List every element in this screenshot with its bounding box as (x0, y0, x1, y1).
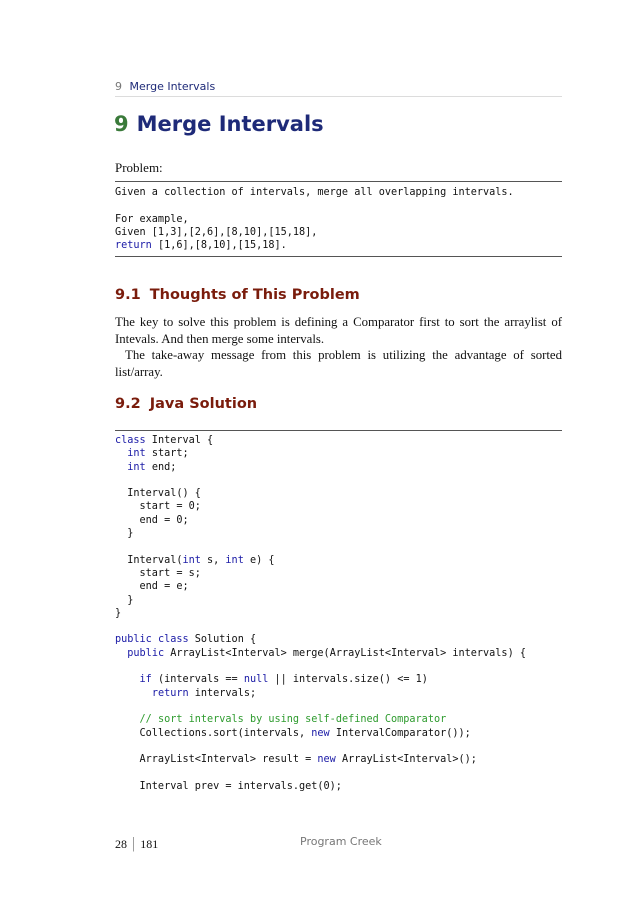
code-text: Given a collection of intervals, merge all overlapping intervals. (115, 187, 514, 198)
code-line (115, 581, 189, 592)
java-solution-code-block (115, 434, 562, 793)
code-text: (intervals == (151, 674, 244, 686)
code-text: end = e; (115, 581, 189, 593)
code-line (115, 781, 342, 792)
code-text: Interval( (115, 554, 183, 566)
code-text: s, (200, 554, 226, 566)
code-keyword: class (115, 435, 146, 446)
section-heading-java-solution (115, 396, 257, 412)
code-text: intervals; (188, 687, 257, 699)
code-keyword: null (243, 674, 269, 686)
section-title: Java Solution (149, 396, 258, 412)
code-line (115, 501, 201, 512)
code-keyword: public (115, 634, 152, 646)
code-text: e) { (243, 554, 275, 566)
section-heading-thoughts (115, 287, 360, 303)
java-solution-code (115, 434, 562, 793)
code-text: Given [1,3],[2,6],[8,10],[15,18], (115, 226, 318, 238)
paragraph-thoughts-1: The key to solve this problem is defining a Comparator first to sort the arraylist of Intevals. And then merge some intervals. (115, 315, 562, 346)
problem-statement-box (115, 181, 562, 257)
code-text: ArrayList<Interval>(); (335, 754, 477, 766)
section-number: 9.2 (115, 396, 141, 412)
code-text: end; (145, 461, 177, 473)
chapter-title-text: Merge Intervals (136, 112, 324, 136)
code-text: } (115, 607, 122, 619)
code-text: } (115, 528, 134, 540)
code-keyword: if (139, 674, 152, 686)
code-keyword: public (127, 647, 165, 659)
code-line (115, 595, 133, 606)
code-text: ArrayList<Interval> merge(ArrayList<Interval> intervals) { (164, 647, 526, 659)
code-keyword: class (157, 634, 189, 646)
page-total: 181 (140, 837, 159, 851)
running-header-chapter-title: Merge Intervals (129, 80, 216, 93)
running-header-chapter-number: 9 (115, 80, 122, 93)
section-title: Thoughts of This Problem (149, 287, 360, 303)
code-keyword: int (127, 461, 146, 473)
code-line (115, 227, 317, 238)
code-text (115, 714, 140, 725)
code-line (115, 435, 213, 446)
code-line (115, 608, 121, 619)
code-text: [1,6],[8,10],[15,18]. (151, 240, 287, 252)
problem-statement-code (115, 186, 562, 252)
code-line (115, 187, 514, 198)
code-line (115, 515, 189, 526)
code-line (115, 555, 275, 566)
code-text: Solution { (188, 634, 257, 646)
code-keyword: new (311, 727, 330, 739)
code-text: For example, (115, 213, 189, 225)
code-text (115, 674, 140, 685)
code-text (115, 648, 127, 659)
code-line (115, 448, 189, 459)
code-line (115, 754, 477, 765)
problem-label: Problem: (115, 160, 163, 175)
code-line (115, 728, 471, 739)
code-text (115, 462, 127, 473)
code-text: end = 0; (115, 514, 189, 526)
code-top-rule (115, 430, 562, 431)
code-keyword: new (317, 754, 336, 766)
code-text (115, 688, 152, 699)
page-number: 28 (115, 837, 127, 851)
code-line (115, 462, 176, 473)
page-footer (115, 835, 562, 853)
running-header (115, 80, 562, 97)
code-text: ArrayList<Interval> result = (115, 754, 318, 766)
code-text: start = s; (115, 567, 201, 579)
code-text (115, 448, 127, 459)
publisher-name: Program Creek (300, 835, 382, 848)
code-text: Collections.sort(intervals, (115, 727, 312, 739)
code-line (115, 634, 256, 645)
chapter-number: 9 (114, 112, 129, 136)
code-line (115, 240, 287, 251)
code-text: || intervals.size() <= 1) (268, 674, 428, 686)
code-line (115, 568, 201, 579)
code-text: Interval { (145, 435, 214, 446)
code-comment: // sort intervals by using self-defined Comparator (139, 714, 447, 726)
code-keyword: return (151, 687, 189, 699)
code-keyword: int (182, 554, 201, 566)
code-text: } (115, 594, 134, 606)
code-line (115, 674, 428, 685)
code-text: Interval() { (115, 488, 201, 500)
code-text: start = 0; (115, 501, 201, 513)
code-line (115, 488, 201, 499)
code-line (115, 648, 526, 659)
page-separator: | (132, 835, 136, 852)
code-line (115, 528, 133, 539)
code-keyword: int (225, 554, 244, 566)
code-keyword: return (115, 240, 152, 252)
code-text: IntervalComparator()); (329, 727, 471, 739)
code-keyword: int (127, 448, 146, 460)
code-line (115, 714, 446, 725)
code-text: Interval prev = intervals.get(0); (115, 780, 342, 792)
code-line (115, 214, 189, 225)
paragraph-thoughts-2: The take-away message from this problem is utilizing the advantage of sorted list/array. (115, 348, 562, 379)
code-text: start; (145, 448, 189, 460)
code-line (115, 688, 256, 699)
chapter-title (114, 112, 324, 136)
section-number: 9.1 (115, 287, 141, 303)
